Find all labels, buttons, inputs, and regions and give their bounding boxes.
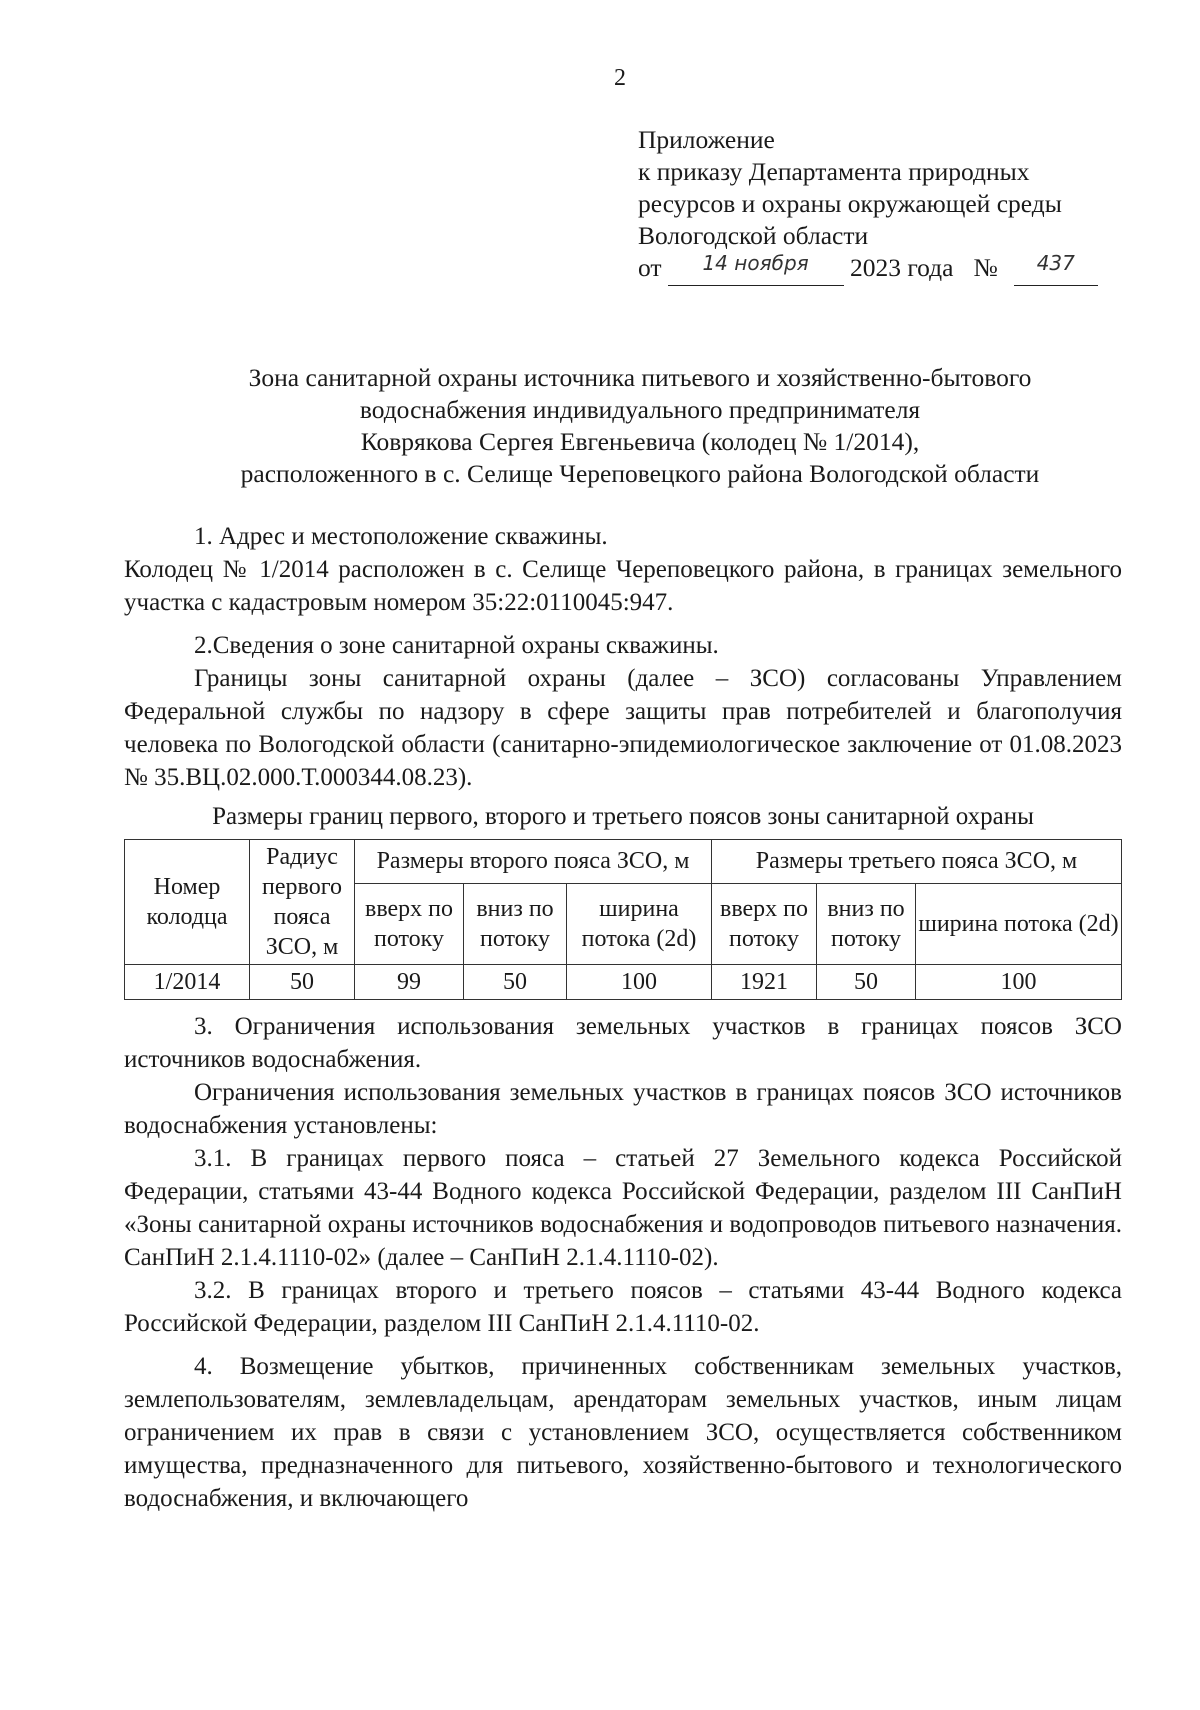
year-text: 2023 года <box>849 253 954 282</box>
header-well-number: Номер колодца <box>125 840 250 965</box>
cell-second-width: 100 <box>567 965 712 1000</box>
header-second-belt: Размеры второго пояса ЗСО, м <box>355 840 712 884</box>
cell-third-width: 100 <box>916 965 1122 1000</box>
section-3-heading: 3. Ограничения использования земельных участков в границах поясов ЗСО источников водоснабжения. <box>124 1013 1122 1073</box>
header-third-downstream: вниз по потоку <box>817 883 916 964</box>
cell-second-downstream: 50 <box>464 965 567 1000</box>
cell-third-upstream: 1921 <box>712 965 817 1000</box>
header-second-downstream: вниз по потоку <box>464 883 567 964</box>
header-second-upstream: вверх по потоку <box>355 883 464 964</box>
order-date-line <box>638 252 1158 286</box>
cell-second-upstream: 99 <box>355 965 464 1000</box>
table-row <box>125 965 1122 1000</box>
cell-well-number: 1/2014 <box>125 965 250 1000</box>
appendix-line-1: Приложение <box>638 125 775 154</box>
header-third-belt: Размеры третьего пояса ЗСО, м <box>712 840 1122 884</box>
section-4-text: 4. Возмещение убытков, причиненных собственникам земельных участков, землепользователям, землевладельцам, арендаторам земельных участков, иным лицам ограничением их прав в связи с установлением ЗСО, осуществляется собственником имущества, предназначенного для питьевого, хозяйственно-бытового и технологического водоснабжения, и включающего <box>124 1353 1122 1512</box>
appendix-line-4: Вологодской области <box>638 221 869 250</box>
handwritten-date: 14 ноября <box>702 251 809 275</box>
section-3-2: 3.2. В границах второго и третьего поясов – статьями 43-44 Водного кодекса Российской Федерации, разделом III СанПиН 2.1.4.1110-02. <box>124 1277 1122 1337</box>
header-third-upstream: вверх по потоку <box>712 883 817 964</box>
section-2-text: Границы зоны санитарной охраны (далее – ЗСО) согласованы Управлением Федеральной службы по надзору в сфере защиты прав потребителей и благополучия человека по Вологодской области (санитарно-эпидемиологическое заключение от 01.08.2023 № 35.ВЦ.02.000.Т.000344.08.23). <box>124 665 1122 791</box>
appendix-line-3: ресурсов и охраны окружающей среды <box>638 189 1062 218</box>
date-field <box>668 252 844 286</box>
title-line-4: расположенного в с. Селище Череповецкого района Вологодской области <box>240 459 1040 488</box>
table-caption: Размеры границ первого, второго и третьего поясов зоны санитарной охраны <box>212 803 1034 830</box>
title-line-3: Коврякова Сергея Евгеньевича (колодец № 1/2014), <box>360 427 920 456</box>
section-3-intro: Ограничения использования земельных участков в границах поясов ЗСО источников водоснабжения установлены: <box>124 1079 1122 1139</box>
title-line-1: Зона санитарной охраны источника питьевого и хозяйственно-бытового <box>248 363 1032 392</box>
appendix-line-2: к приказу Департамента природных <box>638 157 1030 186</box>
document-body <box>124 520 1122 1515</box>
number-field <box>1014 252 1098 286</box>
header-third-width: ширина потока (2d) <box>916 883 1122 964</box>
header-second-width: ширина потока (2d) <box>567 883 712 964</box>
page-number: 2 <box>614 65 626 91</box>
section-1-heading: 1. Адрес и местоположение скважины. <box>194 523 608 550</box>
cell-first-radius: 50 <box>250 965 355 1000</box>
from-label: от <box>638 253 662 282</box>
section-1-text: Колодец № 1/2014 расположен в с. Селище Череповецкого района, в границах земельного участка с кадастровым номером 35:22:0110045:947. <box>124 556 1122 616</box>
cell-third-downstream: 50 <box>817 965 916 1000</box>
section-3-1: 3.1. В границах первого пояса – статьей 27 Земельного кодекса Российской Федерации, статьями 43-44 Водного кодекса Российской Федерации, разделом III СанПиН «Зоны санитарной охраны источников водоснабжения и водопроводов питьевого назначения. СанПиН 2.1.4.1110-02» (далее – СанПиН 2.1.4.1110-02). <box>124 1145 1122 1271</box>
section-2-heading: 2.Сведения о зоне санитарной охраны скважины. <box>194 632 719 659</box>
handwritten-number: 437 <box>1036 251 1075 275</box>
appendix-block <box>638 124 1158 286</box>
zso-table <box>124 839 1122 1000</box>
title-line-2: водоснабжения индивидуального предпринимателя <box>359 395 921 424</box>
document-title <box>140 362 1140 490</box>
header-first-radius: Радиус первого пояса ЗСО, м <box>250 840 355 965</box>
number-label: № <box>973 253 998 282</box>
